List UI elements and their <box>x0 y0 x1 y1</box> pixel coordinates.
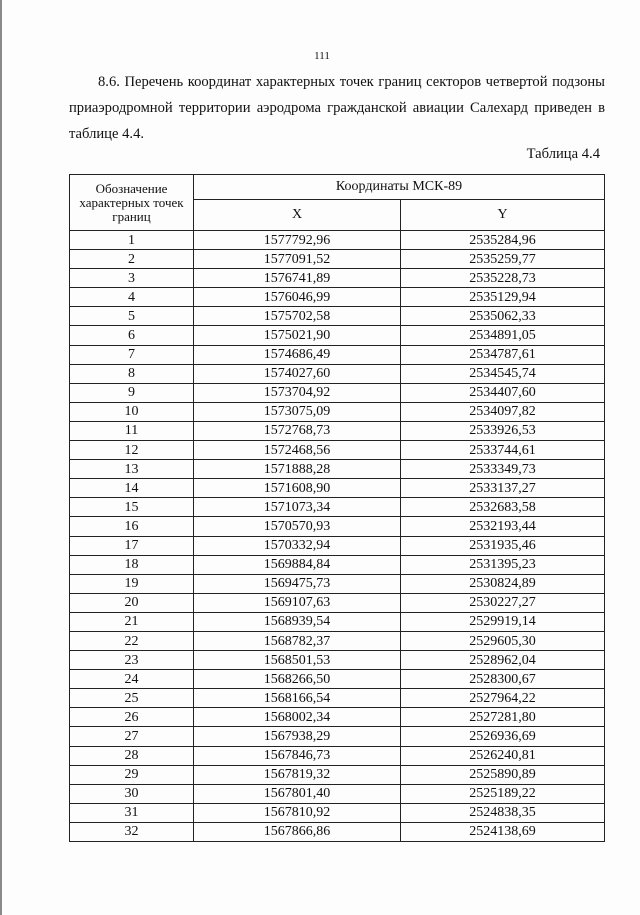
x-coordinate-cell: 1574027,60 <box>194 364 401 383</box>
y-coordinate-cell: 2535228,73 <box>401 269 605 288</box>
x-coordinate-cell: 1568002,34 <box>194 708 401 727</box>
x-coordinate-cell: 1567801,40 <box>194 784 401 803</box>
x-coordinate-cell: 1575702,58 <box>194 307 401 326</box>
y-coordinate-cell: 2530227,27 <box>401 593 605 612</box>
x-coordinate-cell: 1567810,92 <box>194 803 401 822</box>
y-coordinate-cell: 2535284,96 <box>401 231 605 250</box>
table-row <box>70 326 605 345</box>
table-caption: Таблица 4.4 <box>526 146 600 162</box>
table-body <box>70 231 605 842</box>
y-coordinate-cell: 2533349,73 <box>401 460 605 479</box>
y-coordinate-cell: 2527964,22 <box>401 689 605 708</box>
y-coordinate-cell: 2534545,74 <box>401 364 605 383</box>
y-coordinate-cell: 2527281,80 <box>401 708 605 727</box>
point-number-cell: 20 <box>70 593 194 612</box>
y-coordinate-cell: 2534407,60 <box>401 383 605 402</box>
header-y: Y <box>401 200 605 231</box>
x-coordinate-cell: 1577091,52 <box>194 250 401 269</box>
y-coordinate-cell: 2528300,67 <box>401 670 605 689</box>
point-number-cell: 32 <box>70 822 194 841</box>
x-coordinate-cell: 1567866,86 <box>194 822 401 841</box>
table-row <box>70 269 605 288</box>
point-number-cell: 24 <box>70 670 194 689</box>
y-coordinate-cell: 2533137,27 <box>401 479 605 498</box>
point-number-cell: 27 <box>70 727 194 746</box>
page-number: 111 <box>314 50 330 62</box>
y-coordinate-cell: 2526936,69 <box>401 727 605 746</box>
point-number-cell: 17 <box>70 536 194 555</box>
header-coords-group: Координаты МСК-89 <box>194 175 605 200</box>
y-coordinate-cell: 2534787,61 <box>401 345 605 364</box>
point-number-cell: 4 <box>70 288 194 307</box>
point-number-cell: 2 <box>70 250 194 269</box>
table-row <box>70 784 605 803</box>
header-x: X <box>194 200 401 231</box>
table-header <box>70 175 605 231</box>
table-row <box>70 593 605 612</box>
table-row <box>70 460 605 479</box>
table-row <box>70 479 605 498</box>
point-number-cell: 23 <box>70 651 194 670</box>
y-coordinate-cell: 2529919,14 <box>401 612 605 631</box>
x-coordinate-cell: 1572768,73 <box>194 421 401 440</box>
x-coordinate-cell: 1575021,90 <box>194 326 401 345</box>
point-number-cell: 10 <box>70 402 194 421</box>
table-row <box>70 441 605 460</box>
point-number-cell: 16 <box>70 517 194 536</box>
table-row <box>70 364 605 383</box>
table-row <box>70 631 605 650</box>
x-coordinate-cell: 1567819,32 <box>194 765 401 784</box>
x-coordinate-cell: 1573075,09 <box>194 402 401 421</box>
table-row <box>70 612 605 631</box>
table-row <box>70 765 605 784</box>
x-coordinate-cell: 1570570,93 <box>194 517 401 536</box>
point-number-cell: 6 <box>70 326 194 345</box>
point-number-cell: 19 <box>70 574 194 593</box>
x-coordinate-cell: 1573704,92 <box>194 383 401 402</box>
y-coordinate-cell: 2524138,69 <box>401 822 605 841</box>
point-number-cell: 7 <box>70 345 194 364</box>
y-coordinate-cell: 2529605,30 <box>401 631 605 650</box>
table-row <box>70 517 605 536</box>
table-row <box>70 383 605 402</box>
y-coordinate-cell: 2532683,58 <box>401 498 605 517</box>
table-row <box>70 670 605 689</box>
point-number-cell: 31 <box>70 803 194 822</box>
table-row <box>70 555 605 574</box>
table-row <box>70 536 605 555</box>
table-row <box>70 803 605 822</box>
x-coordinate-cell: 1568266,50 <box>194 670 401 689</box>
point-number-cell: 15 <box>70 498 194 517</box>
x-coordinate-cell: 1569475,73 <box>194 574 401 593</box>
x-coordinate-cell: 1567846,73 <box>194 746 401 765</box>
y-coordinate-cell: 2526240,81 <box>401 746 605 765</box>
x-coordinate-cell: 1577792,96 <box>194 231 401 250</box>
point-number-cell: 5 <box>70 307 194 326</box>
y-coordinate-cell: 2531935,46 <box>401 536 605 555</box>
point-number-cell: 9 <box>70 383 194 402</box>
y-coordinate-cell: 2535259,77 <box>401 250 605 269</box>
x-coordinate-cell: 1571888,28 <box>194 460 401 479</box>
y-coordinate-cell: 2532193,44 <box>401 517 605 536</box>
x-coordinate-cell: 1568939,54 <box>194 612 401 631</box>
table-row <box>70 689 605 708</box>
y-coordinate-cell: 2531395,23 <box>401 555 605 574</box>
y-coordinate-cell: 2524838,35 <box>401 803 605 822</box>
x-coordinate-cell: 1568782,37 <box>194 631 401 650</box>
x-coordinate-cell: 1576741,89 <box>194 269 401 288</box>
table-row <box>70 498 605 517</box>
point-number-cell: 14 <box>70 479 194 498</box>
table-row <box>70 345 605 364</box>
table-row <box>70 231 605 250</box>
table-row <box>70 307 605 326</box>
table-row <box>70 746 605 765</box>
y-coordinate-cell: 2525189,22 <box>401 784 605 803</box>
y-coordinate-cell: 2535062,33 <box>401 307 605 326</box>
intro-paragraph: 8.6. Перечень координат характерных точек границ секторов четвертой подзоны приаэродромной территории аэродрома гражданской авиации Салехард приведен в таблице 4.4. <box>69 74 605 142</box>
point-number-cell: 1 <box>70 231 194 250</box>
y-coordinate-cell: 2533744,61 <box>401 441 605 460</box>
x-coordinate-cell: 1576046,99 <box>194 288 401 307</box>
x-coordinate-cell: 1571073,34 <box>194 498 401 517</box>
table-row <box>70 288 605 307</box>
y-coordinate-cell: 2525890,89 <box>401 765 605 784</box>
table-row <box>70 421 605 440</box>
x-coordinate-cell: 1574686,49 <box>194 345 401 364</box>
x-coordinate-cell: 1572468,56 <box>194 441 401 460</box>
point-number-cell: 12 <box>70 441 194 460</box>
x-coordinate-cell: 1571608,90 <box>194 479 401 498</box>
x-coordinate-cell: 1570332,94 <box>194 536 401 555</box>
x-coordinate-cell: 1567938,29 <box>194 727 401 746</box>
table-row <box>70 402 605 421</box>
table-row <box>70 250 605 269</box>
point-number-cell: 18 <box>70 555 194 574</box>
point-number-cell: 21 <box>70 612 194 631</box>
point-number-cell: 28 <box>70 746 194 765</box>
table-row <box>70 727 605 746</box>
point-number-cell: 13 <box>70 460 194 479</box>
point-number-cell: 26 <box>70 708 194 727</box>
x-coordinate-cell: 1569107,63 <box>194 593 401 612</box>
table-row <box>70 574 605 593</box>
point-number-cell: 22 <box>70 631 194 650</box>
point-number-cell: 3 <box>70 269 194 288</box>
x-coordinate-cell: 1568166,54 <box>194 689 401 708</box>
y-coordinate-cell: 2534891,05 <box>401 326 605 345</box>
header-designation: Обозначение характерных точек границ <box>70 175 194 231</box>
y-coordinate-cell: 2528962,04 <box>401 651 605 670</box>
point-number-cell: 29 <box>70 765 194 784</box>
point-number-cell: 30 <box>70 784 194 803</box>
y-coordinate-cell: 2535129,94 <box>401 288 605 307</box>
y-coordinate-cell: 2533926,53 <box>401 421 605 440</box>
x-coordinate-cell: 1569884,84 <box>194 555 401 574</box>
y-coordinate-cell: 2530824,89 <box>401 574 605 593</box>
point-number-cell: 8 <box>70 364 194 383</box>
x-coordinate-cell: 1568501,53 <box>194 651 401 670</box>
point-number-cell: 11 <box>70 421 194 440</box>
table-row <box>70 651 605 670</box>
table-row <box>70 708 605 727</box>
table-row <box>70 822 605 841</box>
header-row-top <box>70 175 605 200</box>
point-number-cell: 25 <box>70 689 194 708</box>
y-coordinate-cell: 2534097,82 <box>401 402 605 421</box>
coordinates-table <box>69 174 605 842</box>
